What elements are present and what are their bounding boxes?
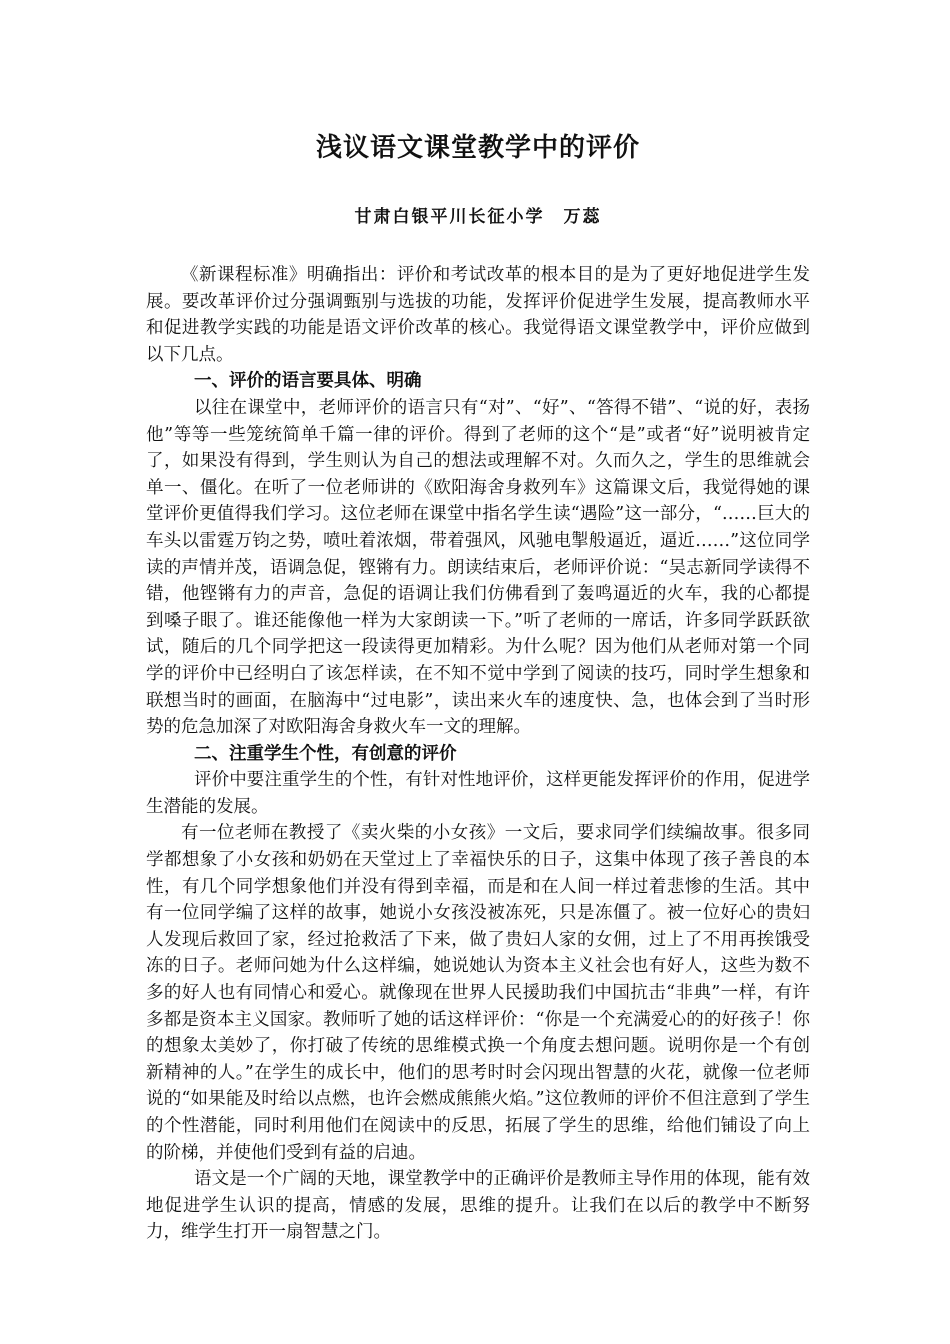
author-byline: 甘肃白银平川长征小学 万蕊 [354,207,602,227]
conclusion-paragraph: 语文是一个广阔的天地，课堂教学中的正确评价是教师主导作用的体现，能有效地促进学生认识的提高，情感的发展，思维的提升。让我们在以后的教学中不断努力，维学生打开一扇智慧之门。 [146,1169,810,1243]
document-page [146,128,810,1246]
section-2-paragraph-1: 评价中要注重学生的个性，有针对性地评价，这样更能发挥评价的作用，促进学生潜能的发展。 [146,770,810,817]
intro-paragraph: 《新课程标准》明确指出：评价和考试改革的根本目的是为了更好地促进学生发展。要改革评价过分强调甄别与选拔的功能，发挥评价促进学生发展，提高教师水平和促进教学实践的功能是语文评价改革的核心。我觉得语文课堂教学中，评价应做到以下几点。 [146,265,810,365]
section-1-paragraph: 以往在课堂中，老师评价的语言只有“对”、“好”、“答得不错”、“说的好，表扬他”等等一些笼统简单千篇一律的评价。得到了老师的这个“是”或者“好”说明被肯定了，如果没有得到，学生则认为自己的想法或理解不对。久而久之，学生的思维就会单一、僵化。在听了一位老师讲的《欧阳海舍身救列车》这篇课文后，我觉得她的课堂评价更值得我们学习。这位老师在课堂中指名学生读“遇险”这一部分，“……巨大的车头以雷霆万钧之势，喷吐着浓烟，带着强风，风驰电掣般逼近，逼近……”这位同学读的声情并茂，语调急促，铿锵有力。朗读结束后，老师评价说：“吴志新同学读得不错，他铿锵有力的声音，急促的语调让我们仿佛看到了轰鸣逼近的火车，我的心都提到嗓子眼了。谁还能像他一样为大家朗读一下。”听了老师的一席话，许多同学跃跃欲试，随后的几个同学把这一段读得更加精彩。为什么呢？因为他们从老师对第一个同学的评价中已经明白了该怎样读，在不知不觉中学到了阅读的技巧，同时学生想象和联想当时的画面，在脑海中“过电影”，读出来火车的速度快、急，也体会到了当时形势的危急加深了对欧阳海舍身救火车一文的理解。 [146,397,810,738]
section-1-heading: 一、评价的语言要具体、明确 [194,371,422,392]
section-2-heading: 二、注重学生个性，有创意的评价 [194,743,457,764]
document-title: 浅议语文课堂教学中的评价 [315,133,640,163]
section-2-paragraph-2: 有一位老师在教授了《卖火柴的小女孩》一文后，要求同学们续编故事。很多同学都想象了小女孩和奶奶在天堂过上了幸福快乐的日子，这集中体现了孩子善良的本性，有几个同学想象他们并没有得到幸福，而是和在人间一样过着悲惨的生活。其中有一位同学编了这样的故事，她说小女孩没被冻死，只是冻僵了。被一位好心的贵妇人发现后救回了家，经过抢救活了下来，做了贵妇人家的女佣，过上了不用再挨饿受冻的日子。老师问她为什么这样编，她说她认为资本主义社会也有好人，这些为数不多的好人也有同情心和爱心。就像现在世界人民援助我们中国抗击“非典”一样，有许多都是资本主义国家。教师听了她的话这样评价：“你是一个充满爱心的的好孩子！你的想象太美妙了，你打破了传统的思维模式换一个角度去想问题。说明你是一个有创新精神的人。”在学生的成长中，他们的思考时时会闪现出智慧的火花，就像一位老师说的“如果能及时给以点燃，也许会燃成熊熊火焰。”这位教师的评价不但注意到了学生的个性潜能，同时利用他们在阅读中的反思，拓展了学生的思维，给他们铺设了向上的阶梯，并使他们受到有益的启迪。 [146,823,810,1163]
